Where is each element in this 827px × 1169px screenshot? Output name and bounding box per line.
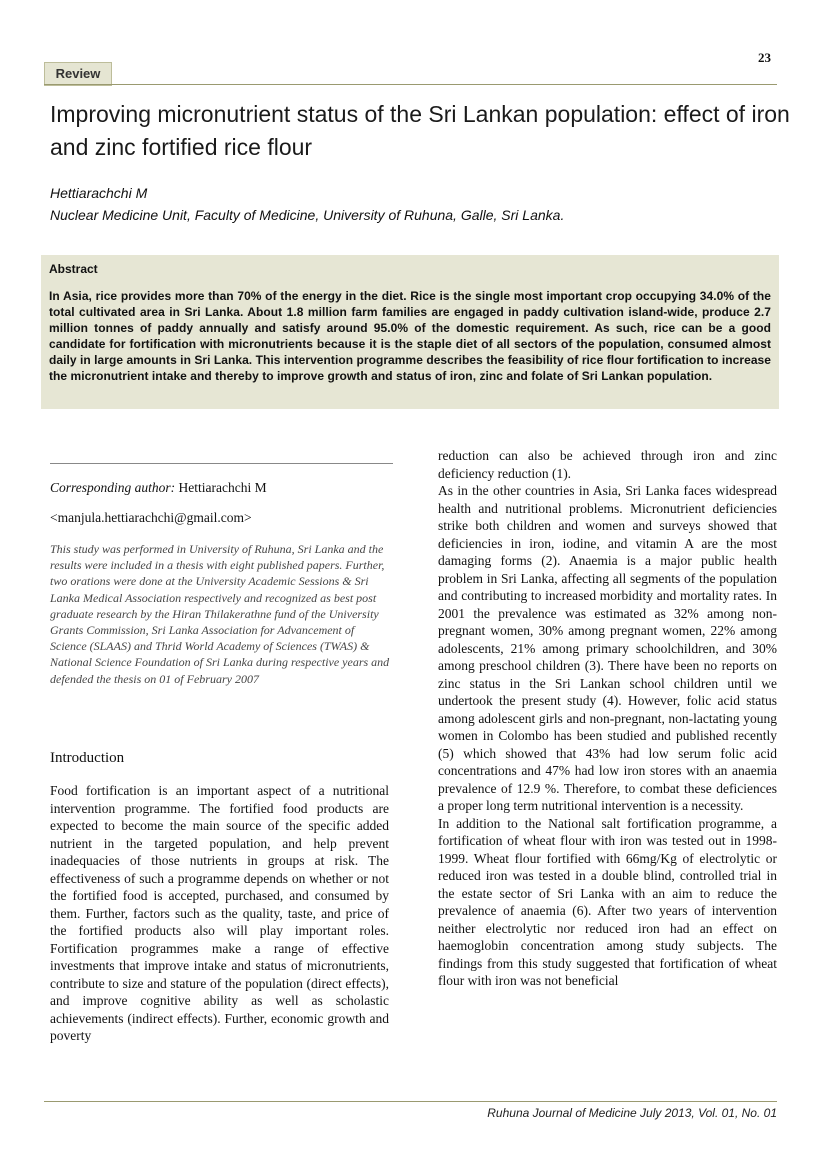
footer-rule <box>44 1101 777 1102</box>
page-number: 23 <box>758 50 771 65</box>
journal-footer: Ruhuna Journal of Medicine July 2013, Vol. 01, No. 01 <box>487 1106 777 1120</box>
corresponding-rule <box>50 463 393 464</box>
corresponding-name: Hettiarachchi M <box>175 480 267 495</box>
header-rule <box>44 84 777 85</box>
article-title: Improving micronutrient status of the Sri Lankan population: effect of iron and zinc fortified rice flour <box>50 101 790 160</box>
corresponding-author <box>50 480 267 496</box>
intro-paragraph: Food fortification is an important aspect of a nutritional intervention programme. The fortified food products are expected to become the main source of the specific added nutrient in the targeted population, and help prevent inadequacies of those nutrients in groups at risk. The effectiveness of such a programme depends on whether or not the fortified food is accepted, purchased, and consumed by them. Further, factors such as the quality, taste, and price of the fortified products also will play important roles. Fortification programmes make a range of effective investments that improve intake and status of micronutrients, contribute to size and stature of the population (direct effects), and improve cognitive ability as well as scholastic achievements (indirect effects). Further, economic growth and poverty <box>50 783 389 1043</box>
corresponding-email[interactable]: <manjula.hettiarachchi@gmail.com> <box>50 510 252 525</box>
abstract-box <box>41 255 779 409</box>
author: Hettiarachchi M <box>50 185 148 201</box>
body-paragraph: In addition to the National salt fortification programme, a fortification of wheat flour with iron was tested out in 1998-1999. Wheat flour fortified with 66mg/Kg of electrolytic or reduced iron was tested in a double blind, controlled trial in the estate sector of Sri Lanka with an aim to reduce the prevalence of anaemia (6). After two years of intervention neither electrolytic nor reduced iron had an effect on haemoglobin concentration among study subjects. The findings from this study suggested that fortification of wheat flour with iron was not beneficial <box>438 815 777 988</box>
left-column-body <box>50 782 389 1045</box>
introduction-heading: Introduction <box>50 750 125 766</box>
abstract-text: In Asia, rice provides more than 70% of the energy in the diet. Rice is the single most important crop occupying 34.0% of the total cultivated area in Sri Lanka. About 1.8 million farm families are engaged in paddy cultivation island-wide, produce 2.7 million tonnes of paddy annually and satisfy around 95.0% of the domestic requirement. As such, rice can be a good candidate for fortification with micronutrients because it is the staple diet of all sectors of the population, consumed almost daily in large amounts in Sri Lanka. This intervention programme describes the feasibility of rice flour fortification to increase the micronutrient intake and thereby to improve growth and status of iron, zinc and folate of Sri Lankan population. <box>49 289 771 383</box>
corresponding-label: Corresponding author: <box>50 480 176 495</box>
abstract-heading: Abstract <box>49 262 98 276</box>
body-paragraph: reduction can also be achieved through iron and zinc deficiency reduction (1). <box>438 448 777 481</box>
right-column-body <box>438 447 777 990</box>
study-note: This study was performed in University of Ruhuna, Sri Lanka and the results were included in a thesis with eight published papers. Further, two orations were done at the University Academic Sessions & Sri Lanka Medical Association respectively and recognized as best post graduate research by the Hiran Thilakerathne fund of the University Grants Commission, Sri Lanka Association for Advancement of Science (SLAAS) and Thrid World Academy of Sciences (TWAS) & National Science Foundation of Sri Lanka during respective years and defended the thesis on 01 of February 2007 <box>50 542 390 686</box>
section-tag: Review <box>44 62 112 86</box>
body-paragraph: As in the other countries in Asia, Sri Lanka faces widespread health and nutritional problems. Micronutrient deficiencies strike both children and women and surveys showed that deficiencies in iron, iodine, and vitamin A are the most damaging forms (2). Anaemia is a major public health problem in Sri Lanka, affecting all segments of the population and contributing to increased morbidity and mortality rates. In 2001 the prevalence was estimated as 32% among non-pregnant women, 30% among pregnant women, 22% among adolescents, 21% among primary schoolchildren, and 30% among preschool children (3). There have been no reports on zinc status in the Sri Lankan school children until we undertook the present study (4). However, folic acid status among adolescent girls and non-pregnant, non-lactating young women in Colombo has been studied and published recently (5) which showed that 43% had low serum folic acid concentrations and 47% had low iron stores with an anaemia prevalence of 12.9 %. Therefore, to combat these deficiences a proper long term nutritional intervention is a necessity. <box>438 483 777 813</box>
affiliation: Nuclear Medicine Unit, Faculty of Medicine, University of Ruhuna, Galle, Sri Lanka. <box>50 207 565 223</box>
